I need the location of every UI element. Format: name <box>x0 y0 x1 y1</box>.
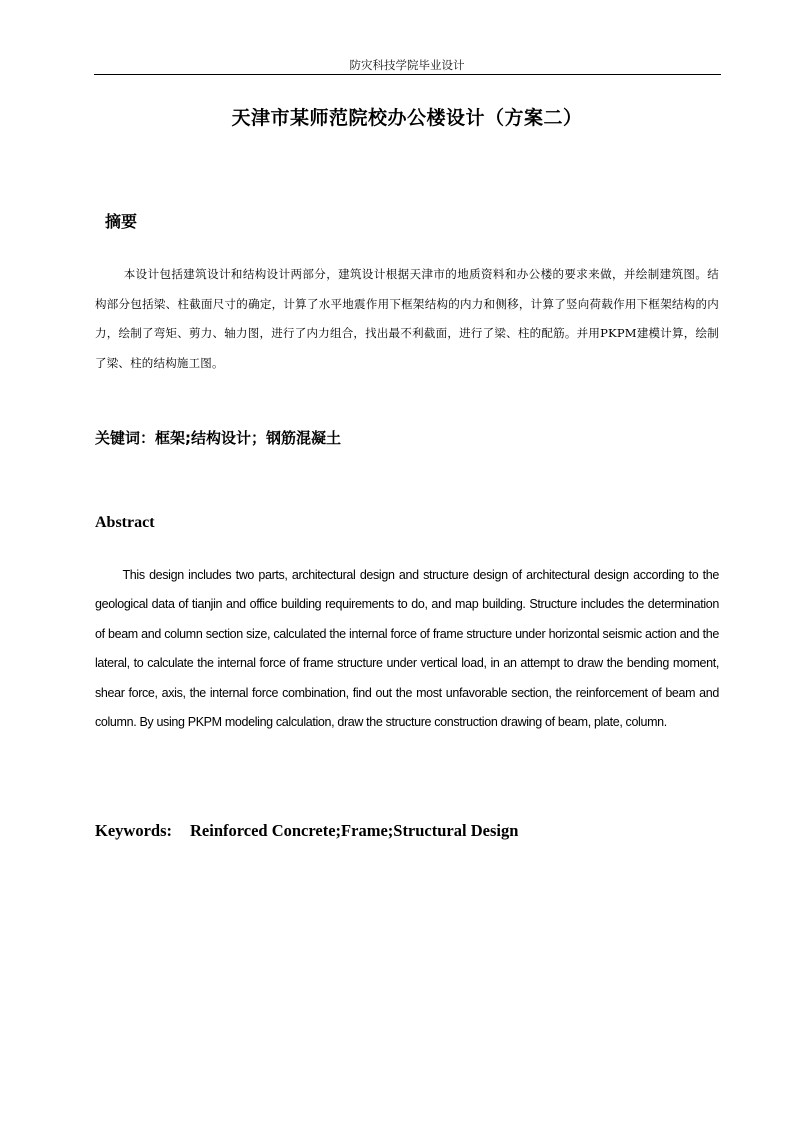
english-abstract-body: This design includes two parts, architectural design and structure design of architectural design according to the geological data of tianjin and office building requirements to do, and map building. Structure includes the determination of beam and column section size, calculated the internal force of frame structure under horizontal seismic action and the lateral, to calculate the internal force of frame structure under vertical load, in an attempt to draw the bending moment, shear force, axis, the internal force combination, find out the most unfavorable section, the reinforcement of beam and column. By using PKPM modeling calculation, draw the structure construction drawing of beam, plate, column. <box>95 568 719 730</box>
chinese-keywords: 关键词：框架;结构设计；钢筋混凝土 <box>95 429 342 447</box>
english-keywords <box>95 820 719 842</box>
header-divider <box>94 74 721 75</box>
chinese-abstract-body: 本设计包括建筑设计和结构设计两部分，建筑设计根据天津市的地质资料和办公楼的要求来做，并绘制建筑图。结构部分包括梁、柱截面尺寸的确定，计算了水平地震作用下框架结构的内力和侧移，计算了竖向荷载作用下框架结构的内力，绘制了弯矩、剪力、轴力图，进行了内力组合，找出最不利截面，进行了梁、柱的配筋。并用PKPM建模计算，绘制了梁、柱的结构施工图。 <box>95 267 719 370</box>
chinese-abstract-heading: 摘要 <box>105 212 138 231</box>
document-title: 天津市某师范院校办公楼设计（方案二） <box>231 107 583 129</box>
running-header: 防灾科技学院毕业设计 <box>349 58 465 72</box>
english-keywords-label: Keywords: <box>95 821 172 840</box>
english-keywords-value: Reinforced Concrete;Frame;Structural Design <box>190 821 519 840</box>
english-abstract-heading: Abstract <box>95 514 155 531</box>
